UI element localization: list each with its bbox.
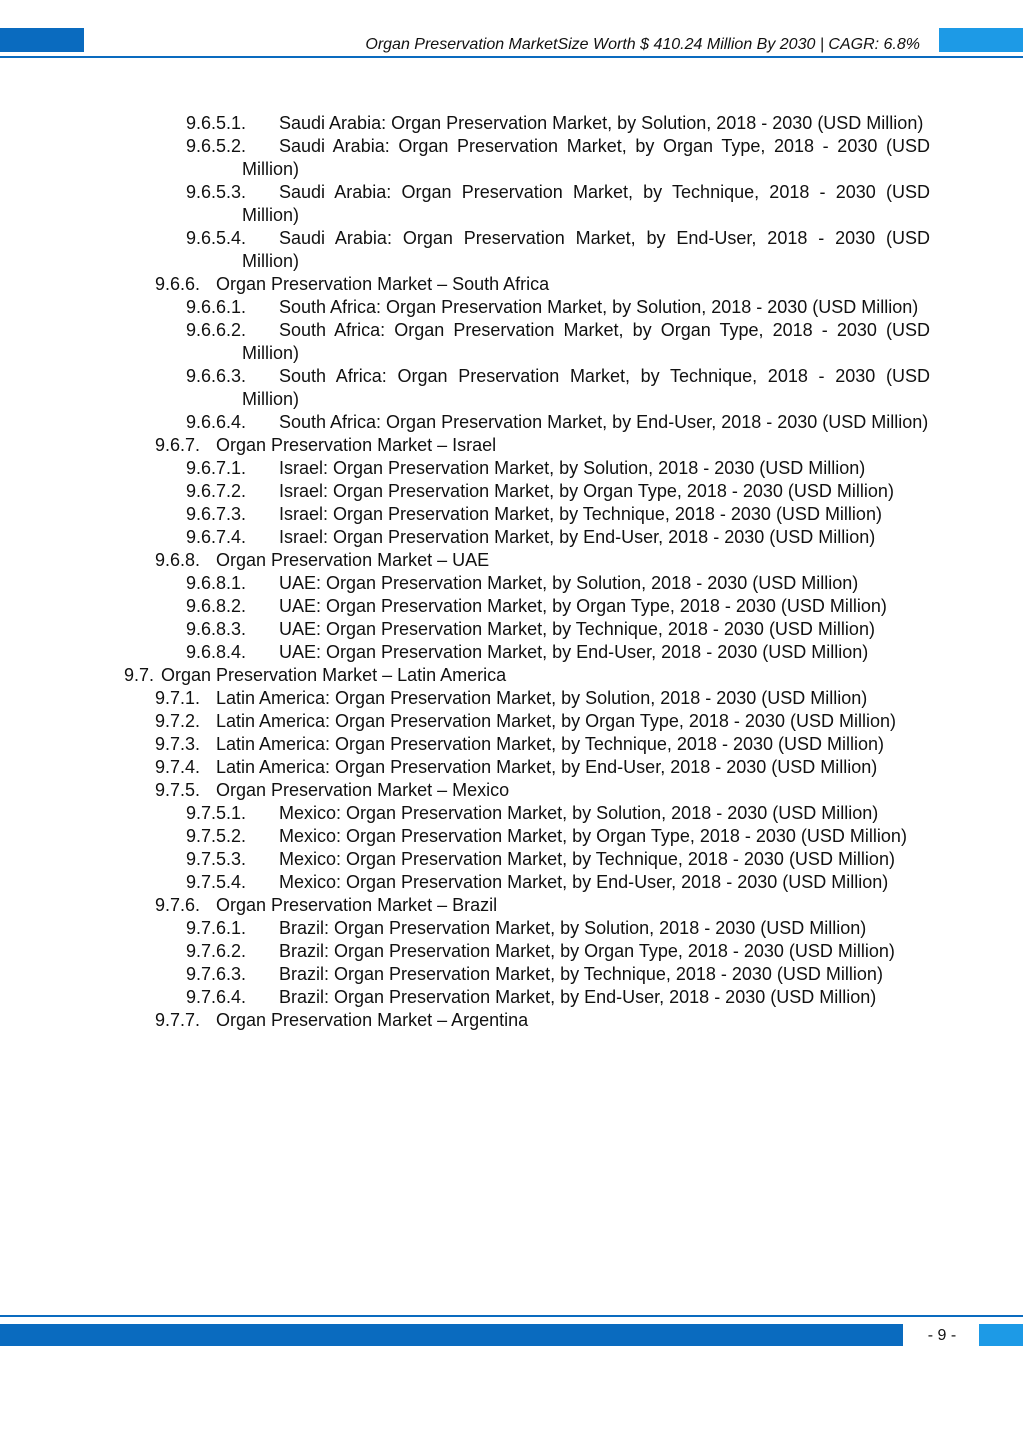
toc-entry bbox=[0, 135, 1023, 181]
toc-entry bbox=[0, 273, 1023, 296]
toc-entry-text: UAE: Organ Preservation Market, by End-User, 2018 - 2030 (USD Million) bbox=[279, 642, 869, 662]
toc-entry bbox=[0, 733, 1023, 756]
toc-entry-text: South Africa: Organ Preservation Market, by Solution, 2018 - 2030 (USD Million) bbox=[279, 297, 919, 317]
footer-rule bbox=[0, 1315, 1023, 1317]
toc-entry-number: 9.6.7.3. bbox=[186, 504, 247, 524]
toc-entry bbox=[0, 365, 1023, 411]
toc-entry-number: 9.6.7.2. bbox=[186, 481, 247, 501]
header-accent-left bbox=[0, 28, 84, 52]
toc-entry-text: Latin America: Organ Preservation Market, by End-User, 2018 - 2030 (USD Million) bbox=[216, 757, 878, 777]
toc-entry bbox=[0, 595, 1023, 618]
toc-entry bbox=[0, 434, 1023, 457]
toc-entry bbox=[0, 319, 1023, 365]
toc-entry-text: UAE: Organ Preservation Market, by Technique, 2018 - 2030 (USD Million) bbox=[279, 619, 875, 639]
toc-entry-text: Mexico: Organ Preservation Market, by Solution, 2018 - 2030 (USD Million) bbox=[279, 803, 879, 823]
toc-entry bbox=[0, 572, 1023, 595]
toc-entry-number: 9.6.8.3. bbox=[186, 619, 247, 639]
toc-entry-number: 9.7.4. bbox=[155, 757, 201, 777]
toc-entry bbox=[0, 112, 1023, 135]
toc-entry-number: 9.6.6.2. bbox=[186, 320, 247, 340]
toc-entry-text: Mexico: Organ Preservation Market, by End-User, 2018 - 2030 (USD Million) bbox=[279, 872, 889, 892]
toc-entry-number: 9.7.6.2. bbox=[186, 941, 247, 961]
toc-entry bbox=[0, 894, 1023, 917]
toc-entry-number: 9.7.6.4. bbox=[186, 987, 247, 1007]
toc-entry-text: Latin America: Organ Preservation Market, by Solution, 2018 - 2030 (USD Million) bbox=[216, 688, 868, 708]
toc-entry-text: UAE: Organ Preservation Market, by Organ Type, 2018 - 2030 (USD Million) bbox=[279, 596, 887, 616]
toc-entry-text: Brazil: Organ Preservation Market, by Solution, 2018 - 2030 (USD Million) bbox=[279, 918, 867, 938]
toc-entry-text: Organ Preservation Market – Israel bbox=[216, 435, 497, 455]
toc-entry bbox=[0, 848, 1023, 871]
toc-entry-number: 9.6.7. bbox=[155, 435, 201, 455]
toc-entry-number: 9.6.6. bbox=[155, 274, 201, 294]
toc-entry-number: 9.7.7. bbox=[155, 1010, 201, 1030]
toc-entry-text: Organ Preservation Market – UAE bbox=[216, 550, 490, 570]
toc-entry-number: 9.6.8.2. bbox=[186, 596, 247, 616]
toc-entry bbox=[0, 526, 1023, 549]
footer-accent-bar bbox=[0, 1324, 903, 1346]
toc-entry-text: Israel: Organ Preservation Market, by End-User, 2018 - 2030 (USD Million) bbox=[279, 527, 876, 547]
toc-entry-text: Mexico: Organ Preservation Market, by Organ Type, 2018 - 2030 (USD Million) bbox=[279, 826, 907, 846]
toc-entry bbox=[0, 825, 1023, 848]
table-of-contents bbox=[0, 112, 1023, 1032]
toc-entry-number: 9.6.6.4. bbox=[186, 412, 247, 432]
toc-entry-number: 9.7.5. bbox=[155, 780, 201, 800]
toc-entry-number: 9.7.6. bbox=[155, 895, 201, 915]
toc-entry bbox=[0, 940, 1023, 963]
toc-entry-number: 9.6.5.3. bbox=[186, 182, 247, 202]
toc-entry-number: 9.6.7.1. bbox=[186, 458, 247, 478]
toc-entry-text: Organ Preservation Market – South Africa bbox=[216, 274, 550, 294]
toc-entry-text: Organ Preservation Market – Latin America bbox=[161, 665, 507, 685]
toc-entry-text: Saudi Arabia: Organ Preservation Market, by Solution, 2018 - 2030 (USD Million) bbox=[279, 113, 924, 133]
toc-entry-text: Saudi Arabia: Organ Preservation Market, by Technique, 2018 - 2030 (USD Million) bbox=[242, 182, 930, 225]
toc-entry-text: Israel: Organ Preservation Market, by Technique, 2018 - 2030 (USD Million) bbox=[279, 504, 882, 524]
toc-entry-number: 9.7.2. bbox=[155, 711, 201, 731]
toc-entry-number: 9.6.6.3. bbox=[186, 366, 247, 386]
toc-entry bbox=[0, 756, 1023, 779]
header-accent-right bbox=[939, 28, 1023, 52]
toc-entry-number: 9.6.7.4. bbox=[186, 527, 247, 547]
toc-entry bbox=[0, 480, 1023, 503]
toc-entry bbox=[0, 664, 1023, 687]
toc-entry bbox=[0, 181, 1023, 227]
toc-entry-text: South Africa: Organ Preservation Market, by Technique, 2018 - 2030 (USD Million) bbox=[242, 366, 930, 409]
toc-entry bbox=[0, 710, 1023, 733]
toc-entry bbox=[0, 549, 1023, 572]
toc-entry bbox=[0, 296, 1023, 319]
toc-entry-number: 9.7.6.1. bbox=[186, 918, 247, 938]
toc-entry-text: South Africa: Organ Preservation Market, by End-User, 2018 - 2030 (USD Million) bbox=[279, 412, 929, 432]
toc-entry-text: Organ Preservation Market – Mexico bbox=[216, 780, 510, 800]
page-number: - 9 - bbox=[927, 1327, 957, 1344]
toc-entry bbox=[0, 917, 1023, 940]
toc-entry bbox=[0, 871, 1023, 894]
toc-entry-text: Brazil: Organ Preservation Market, by Technique, 2018 - 2030 (USD Million) bbox=[279, 964, 883, 984]
toc-entry-number: 9.6.6.1. bbox=[186, 297, 247, 317]
toc-entry-text: Brazil: Organ Preservation Market, by Organ Type, 2018 - 2030 (USD Million) bbox=[279, 941, 895, 961]
toc-entry bbox=[0, 641, 1023, 664]
toc-entry-number: 9.7. bbox=[124, 665, 155, 685]
toc-entry-number: 9.7.5.4. bbox=[186, 872, 247, 892]
toc-entry bbox=[0, 963, 1023, 986]
toc-entry-text: Mexico: Organ Preservation Market, by Technique, 2018 - 2030 (USD Million) bbox=[279, 849, 895, 869]
toc-entry-text: Saudi Arabia: Organ Preservation Market, by End-User, 2018 - 2030 (USD Million) bbox=[242, 228, 930, 271]
toc-entry-number: 9.6.8. bbox=[155, 550, 201, 570]
toc-entry-text: Organ Preservation Market – Brazil bbox=[216, 895, 498, 915]
toc-entry bbox=[0, 802, 1023, 825]
header-rule bbox=[0, 56, 1023, 58]
toc-entry bbox=[0, 1009, 1023, 1032]
page-header-title: Organ Preservation MarketSize Worth $ 410.24 Million By 2030 | CAGR: 6.8% bbox=[365, 36, 920, 53]
toc-entry bbox=[0, 457, 1023, 480]
toc-entry-text: Latin America: Organ Preservation Market, by Technique, 2018 - 2030 (USD Million) bbox=[216, 734, 884, 754]
toc-entry-number: 9.6.5.2. bbox=[186, 136, 247, 156]
toc-entry bbox=[0, 411, 1023, 434]
toc-entry-number: 9.7.5.2. bbox=[186, 826, 247, 846]
toc-entry-text: South Africa: Organ Preservation Market, by Organ Type, 2018 - 2030 (USD Million) bbox=[242, 320, 930, 363]
toc-entry-number: 9.7.5.3. bbox=[186, 849, 247, 869]
toc-entry bbox=[0, 779, 1023, 802]
toc-entry-text: Organ Preservation Market – Argentina bbox=[216, 1010, 529, 1030]
toc-entry-number: 9.7.6.3. bbox=[186, 964, 247, 984]
toc-entry bbox=[0, 986, 1023, 1009]
toc-entry-text: Saudi Arabia: Organ Preservation Market, by Organ Type, 2018 - 2030 (USD Million) bbox=[242, 136, 930, 179]
toc-entry bbox=[0, 687, 1023, 710]
toc-entry-text: Latin America: Organ Preservation Market, by Organ Type, 2018 - 2030 (USD Million) bbox=[216, 711, 896, 731]
toc-entry-text: Israel: Organ Preservation Market, by Organ Type, 2018 - 2030 (USD Million) bbox=[279, 481, 894, 501]
toc-entry-text: UAE: Organ Preservation Market, by Solution, 2018 - 2030 (USD Million) bbox=[279, 573, 859, 593]
toc-entry-number: 9.7.1. bbox=[155, 688, 201, 708]
footer-accent-right bbox=[979, 1324, 1023, 1346]
toc-entry-number: 9.7.5.1. bbox=[186, 803, 247, 823]
toc-entry-number: 9.6.5.1. bbox=[186, 113, 247, 133]
toc-entry bbox=[0, 503, 1023, 526]
toc-entry-number: 9.6.5.4. bbox=[186, 228, 247, 248]
toc-entry bbox=[0, 618, 1023, 641]
toc-entry-number: 9.6.8.1. bbox=[186, 573, 247, 593]
toc-entry bbox=[0, 227, 1023, 273]
toc-entry-number: 9.6.8.4. bbox=[186, 642, 247, 662]
toc-entry-number: 9.7.3. bbox=[155, 734, 201, 754]
toc-entry-text: Israel: Organ Preservation Market, by Solution, 2018 - 2030 (USD Million) bbox=[279, 458, 866, 478]
toc-entry-text: Brazil: Organ Preservation Market, by End-User, 2018 - 2030 (USD Million) bbox=[279, 987, 877, 1007]
